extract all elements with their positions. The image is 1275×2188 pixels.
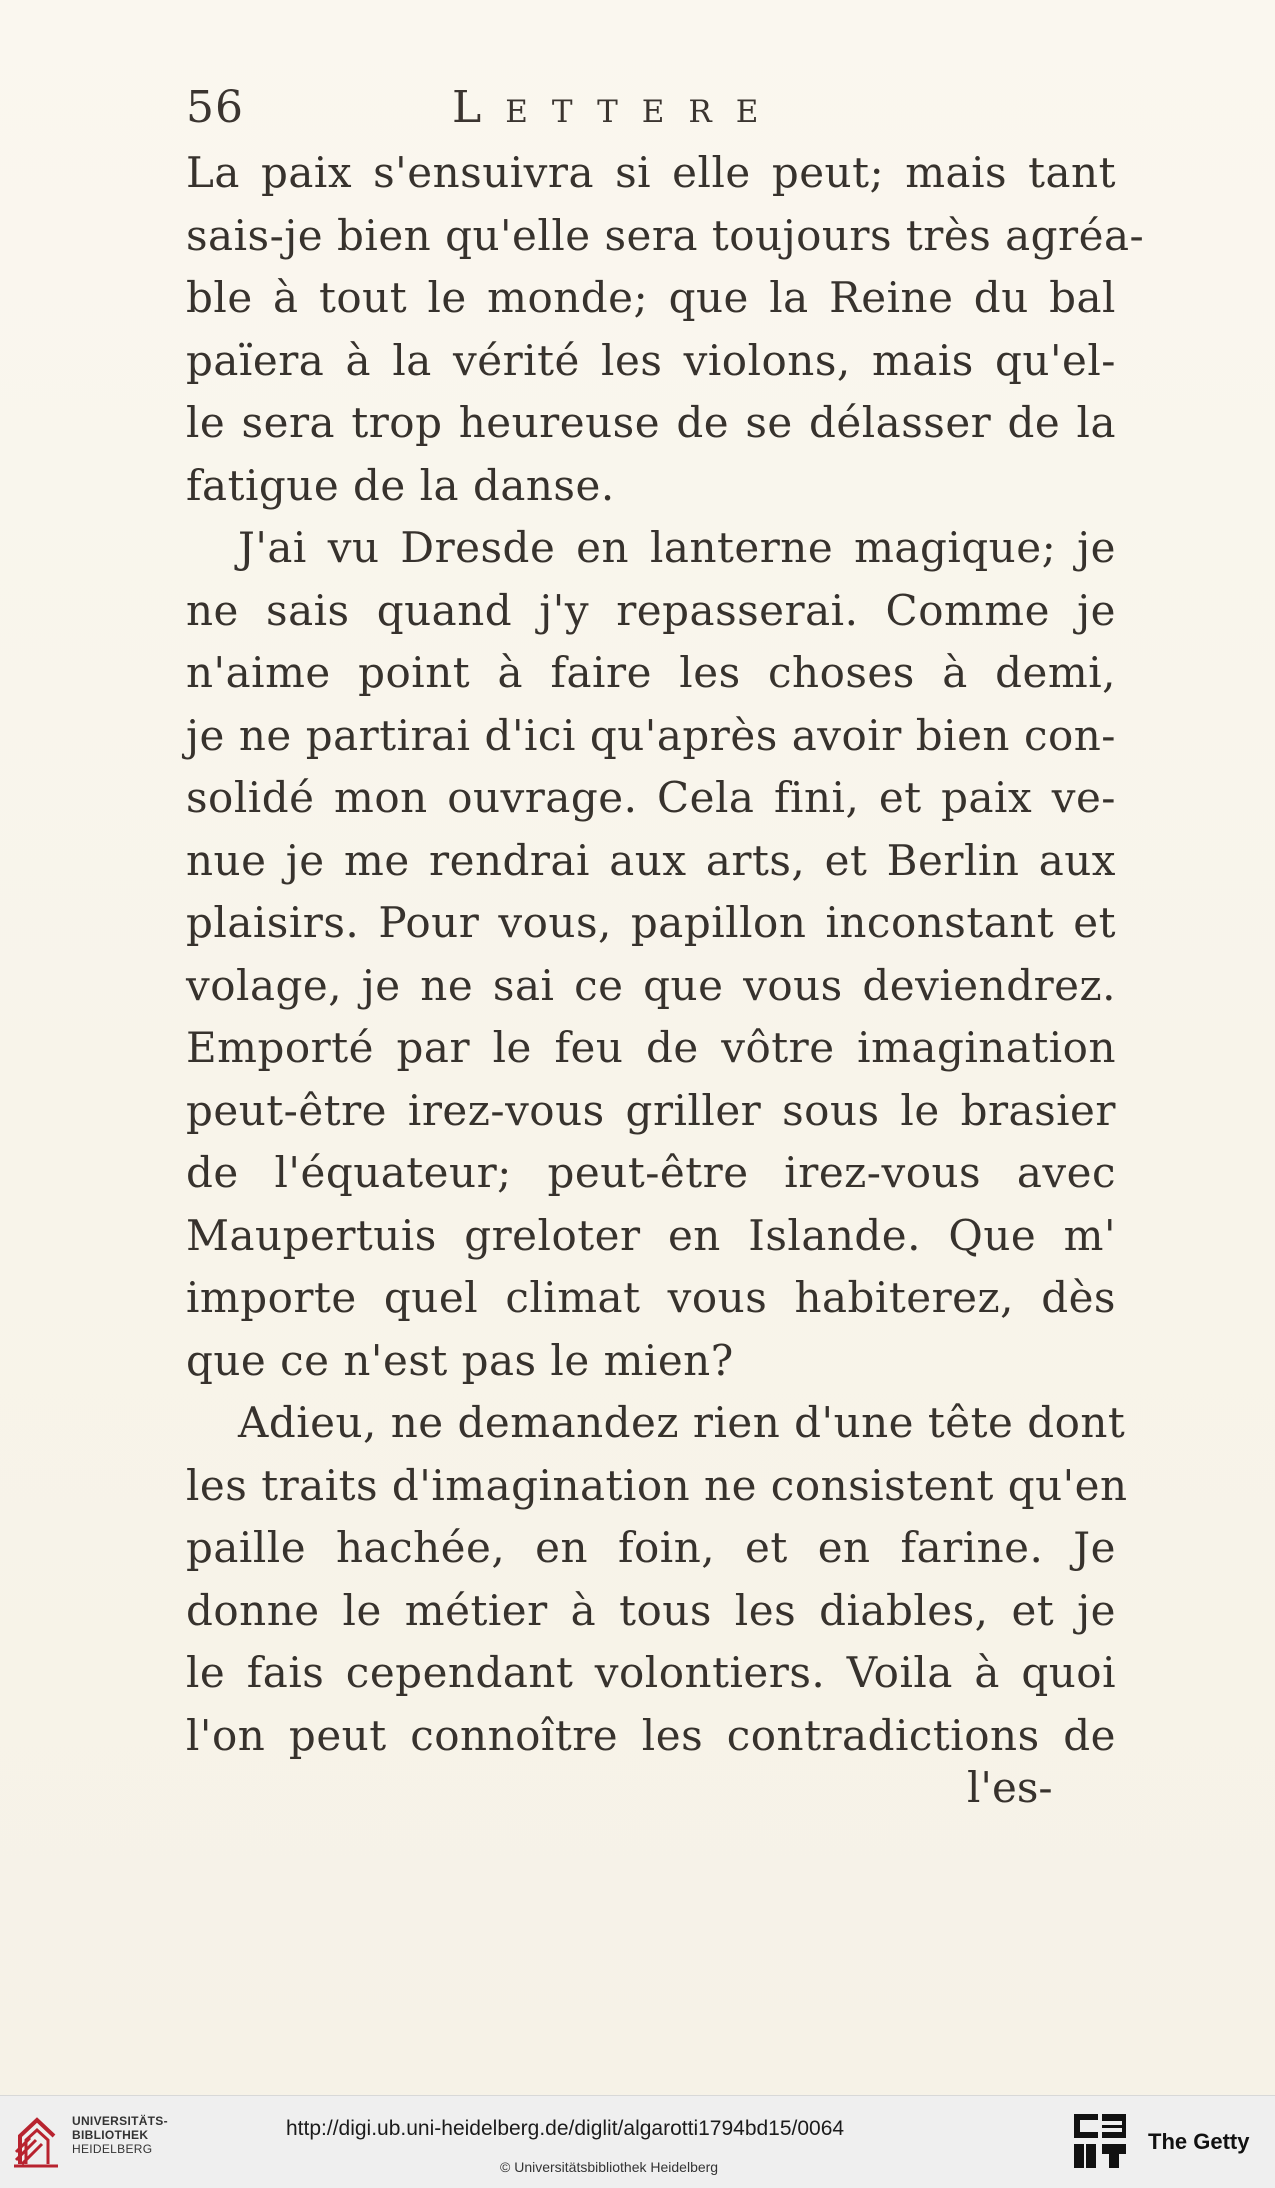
text-line: J'ai vu Dresde en lanterne magique; je <box>238 523 1116 572</box>
heidelberg-logo-icon <box>12 2112 62 2170</box>
text-line: importe quel climat vous habiterez, dès <box>186 1273 1116 1322</box>
text-line: Adieu, ne demandez rien d'une tête dont <box>238 1398 1126 1447</box>
copyright-notice: © Universitätsbibliothek Heidelberg <box>500 2159 719 2175</box>
text-line: Maupertuis greloter en Islande. Que m' <box>186 1210 1116 1260</box>
permalink-url[interactable]: http://digi.ub.uni-heidelberg.de/diglit/algarotti1794bd15/0064 <box>286 2117 845 2140</box>
text-line: les traits d'imagination ne consistent qu'en <box>186 1460 1128 1510</box>
footer-bar <box>0 2095 1275 2188</box>
text-line: ne sais quand j'y repasserai. Comme je <box>186 585 1116 635</box>
page-number: 56 <box>186 82 244 133</box>
text-line: le sera trop heureuse de se délasser de la <box>186 398 1116 447</box>
text-line: que ce n'est pas le mien? <box>186 1335 734 1385</box>
text-line: le fais cependant volontiers. Voila à quoi <box>186 1648 1116 1697</box>
getty-logo-icon <box>1072 2112 1128 2172</box>
text-line: fatigue de la danse. <box>186 460 615 510</box>
text-line: peut-être irez-vous griller sous le brasier <box>186 1085 1116 1135</box>
catchword: l'es- <box>967 1763 1053 1812</box>
text-line: n'aime point à faire les choses à demi, <box>186 648 1116 697</box>
letter-text <box>186 142 1145 1767</box>
text-line: Emporté par le feu de vôtre imagination <box>186 1023 1116 1072</box>
institution-name <box>72 2114 168 2156</box>
text-line: donne le métier à tous les diables, et je <box>186 1585 1116 1635</box>
institution-line: BIBLIOTHEK <box>72 2128 149 2142</box>
institution-line: UNIVERSITÄTS- <box>72 2114 168 2128</box>
text-line: je ne partirai d'ici qu'après avoir bien con- <box>186 710 1116 760</box>
text-line: l'on peut connoître les contradictions de <box>186 1710 1116 1760</box>
institution-line: HEIDELBERG <box>72 2142 153 2156</box>
text-line: sais-je bien qu'elle sera toujours très agréa- <box>186 210 1145 260</box>
text-line: paille hachée, en foin, et en farine. Je <box>186 1523 1116 1572</box>
page-header <box>186 80 1086 140</box>
text-line: de l'équateur; peut-être irez-vous avec <box>186 1148 1116 1197</box>
running-title: Lettere <box>452 82 783 133</box>
text-line: solidé mon ouvrage. Cela fini, et paix ve- <box>186 773 1116 822</box>
partner-name: The Getty <box>1148 2129 1250 2154</box>
text-line: ble à tout le monde; que la Reine du bal <box>186 273 1116 322</box>
text-line: païera à la vérité les violons, mais qu'el- <box>186 335 1116 385</box>
text-line: nue je me rendrai aux arts, et Berlin aux <box>186 835 1116 885</box>
text-line: volage, je ne sai ce que vous deviendrez. <box>186 960 1116 1010</box>
text-line: plaisirs. Pour vous, papillon inconstant et <box>186 898 1116 947</box>
text-line: La paix s'ensuivra si elle peut; mais tant <box>186 148 1116 197</box>
